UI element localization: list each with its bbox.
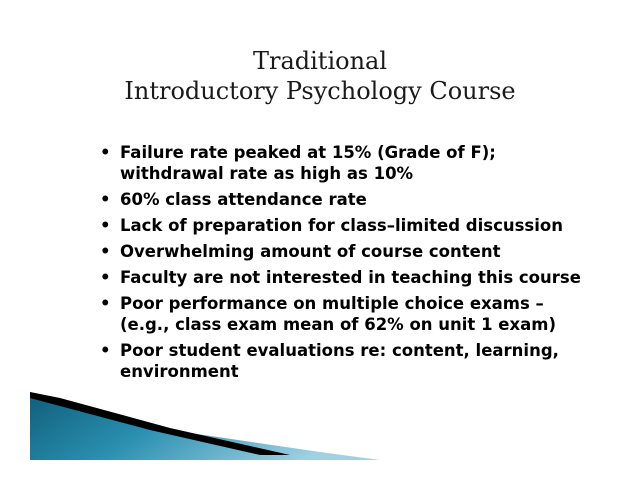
bullet-text: (e.g., class exam mean of 62% on unit 1 exam) <box>120 315 556 334</box>
bullet-text: Lack of preparation for class–limited discussion <box>120 216 563 235</box>
bullet-text: 60% class attendance rate <box>120 190 367 209</box>
bullet-text: Poor student evaluations re: content, learning, <box>120 341 559 360</box>
title-line-2: Introductory Psychology Course <box>124 77 516 105</box>
bullet-icon: • <box>100 341 111 360</box>
bullet-text: Failure rate peaked at 15% (Grade of F); <box>120 143 496 162</box>
bullet-icon: • <box>100 294 111 313</box>
bullet-text: Overwhelming amount of course content <box>120 242 501 261</box>
bullet-text: Faculty are not interested in teaching this course <box>120 268 581 287</box>
bullet-text: Poor performance on multiple choice exams – <box>120 294 544 313</box>
bullet-icon: • <box>100 216 111 235</box>
bullet-icon: • <box>100 190 111 209</box>
bullet-text: withdrawal rate as high as 10% <box>120 164 414 183</box>
bullet-icon: • <box>100 242 111 261</box>
swoosh-blue-shape <box>30 392 380 460</box>
title-line-1: Traditional <box>252 47 388 75</box>
bullet-icon: • <box>100 268 111 287</box>
bullet-icon: • <box>100 143 111 162</box>
bullet-text: environment <box>120 362 239 381</box>
